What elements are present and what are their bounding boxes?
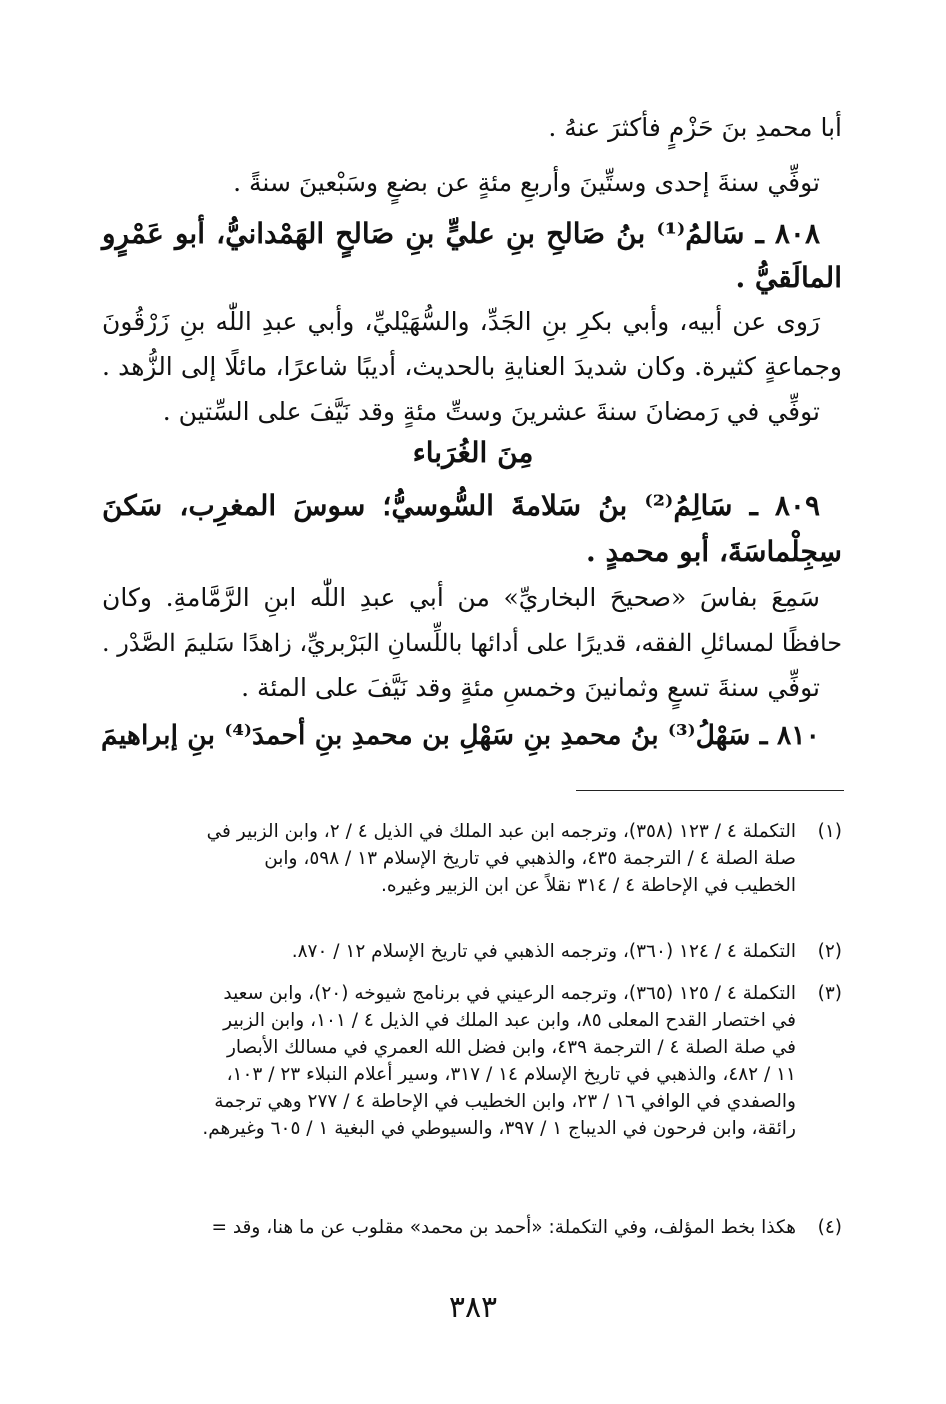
footnote-line: ١١ / ٤٨٢، والذهبي في تاريخ الإسلام ١٤ / ٣١٧، وسير أعلام النبلاء ٢٣ / ١٠٣، [226, 1064, 796, 1085]
footnote-1 [102, 818, 842, 899]
footnote-line: التكملة ٤ / ١٢٣ (٣٥٨)، وترجمه ابن عبد الملك في الذيل ٤ / ٢، وابن الزبير في [206, 821, 796, 842]
section-heading: مِنَ الغُرَباء [412, 436, 534, 469]
footnote-4 [102, 1214, 842, 1241]
entry-heading-809: ٨٠٩ ـ سَالِمُ⁽²⁾ بنُ سَلامةَ السُّوسيُّ؛ سوسَ المغرِب، سَكنَ [102, 489, 820, 522]
text-line: توفِّي سنةَ إحدى وستِّينَ وأربعِ مئةٍ عن بضعٍ وسَبْعينَ سنةً . [233, 168, 820, 197]
entry-heading-809-cont: سِجِلْماسَةَ، أبو محمدٍ . [585, 535, 842, 568]
text-line: سَمِعَ بفاسَ «صحيحَ البخاريِّ» من أبي عبدِ اللّٰه ابنِ الرَّمَّامةِ. وكان [102, 583, 820, 612]
footnote-2 [102, 938, 842, 965]
footnote-3 [102, 980, 842, 1142]
footnote-line: والصفدي في الوافي ١٦ / ٢٣، وابن الخطيب في الإحاطة ٤ / ٢٧٧ وهي ترجمة [214, 1091, 796, 1112]
entry-heading-808: ٨٠٨ ـ سَالمُ⁽¹⁾ بنُ صَالحِ بنِ عليٍّ بنِ صَالحٍ الهَمْدانيُّ، أبو عَمْرٍو [102, 217, 821, 250]
footnote-separator [576, 790, 844, 791]
footnote-line: الخطيب في الإحاطة ٤ / ٣١٤ نقلاً عن ابن الزبير وغيره. [380, 875, 796, 896]
text-line: أبا محمدِ بنَ حَزْمٍ فأكثرَ عنهُ . [548, 113, 842, 142]
footnote-line: التكملة ٤ / ١٢٥ (٣٦٥)، وترجمه الرعيني في برنامج شيوخه (٢٠)، وابن سعيد [223, 983, 796, 1004]
footnote-number: (١) [817, 821, 842, 842]
footnote-line: التكملة ٤ / ١٢٤ (٣٦٠)، وترجمه الذهبي في تاريخ الإسلام ١٢ / ٨٧٠. [291, 941, 796, 962]
text-line: وجماعةٍ كثيرة. وكان شديدَ العنايةِ بالحديث، أديبًا شاعرًا، مائلًا إلى الزُّهد . [102, 352, 842, 381]
footnote-line: رائقة، وابن فرحون في الديباج ١ / ٣٩٧، والسيوطي في البغية ١ / ٦٠٥ وغيرهم. [202, 1118, 796, 1139]
footnote-number: (٤) [817, 1217, 842, 1238]
text-line: توفِّي سنةَ تسعٍ وثمانينَ وخمسِ مئةٍ وقد نَيَّفَ على المئة . [241, 673, 820, 702]
entry-heading-810: ٨١٠ ـ سَهْلُ⁽³⁾ بنُ محمدِ بنِ سَهْلِ بن محمدِ بنِ أحمدَ⁽⁴⁾ بنِ إبراهيمَ [101, 720, 820, 751]
entry-heading-808-cont: المالَقيُّ . [735, 261, 842, 294]
footnote-line: هكذا بخط المؤلف، وفي التكملة: «أحمد بن محمد» مقلوب عن ما هنا، وقد = [211, 1217, 796, 1238]
footnote-line: في اختصار القدح المعلى ٨٥، وابن عبد الملك في الذيل ٤ / ١٠١، وابن الزبير [223, 1010, 796, 1031]
text-line: رَوى عن أبيه، وأبي بكرِ بنِ الجَدِّ، والسُّهَيْليِّ، وأبي عبدِ اللّٰه بنِ زَرْقُونَ [102, 307, 820, 336]
footnote-number: (٣) [817, 983, 842, 1004]
text-line: توفِّي في رَمضانَ سنةَ عشرينَ وستِّ مئةٍ وقد نَيَّفَ على السِّتين . [162, 397, 820, 426]
footnote-line: في صلة الصلة ٤ / الترجمة ٤٣٩، وابن فضل الله العمري في مسالك الأبصار [226, 1037, 796, 1058]
footnote-line: صلة الصلة ٤ / الترجمة ٤٣٥، والذهبي في تاريخ الإسلام ١٣ / ٥٩٨، وابن [264, 848, 796, 869]
text-line: حافظًا لمسائلِ الفقه، قديرًا على أدائها باللِّسانِ البَرْبريِّ، زاهدًا سَليمَ الصَّدْر . [102, 629, 842, 657]
footnote-number: (٢) [817, 941, 842, 962]
page-number: ٣٨٣ [448, 1290, 498, 1325]
